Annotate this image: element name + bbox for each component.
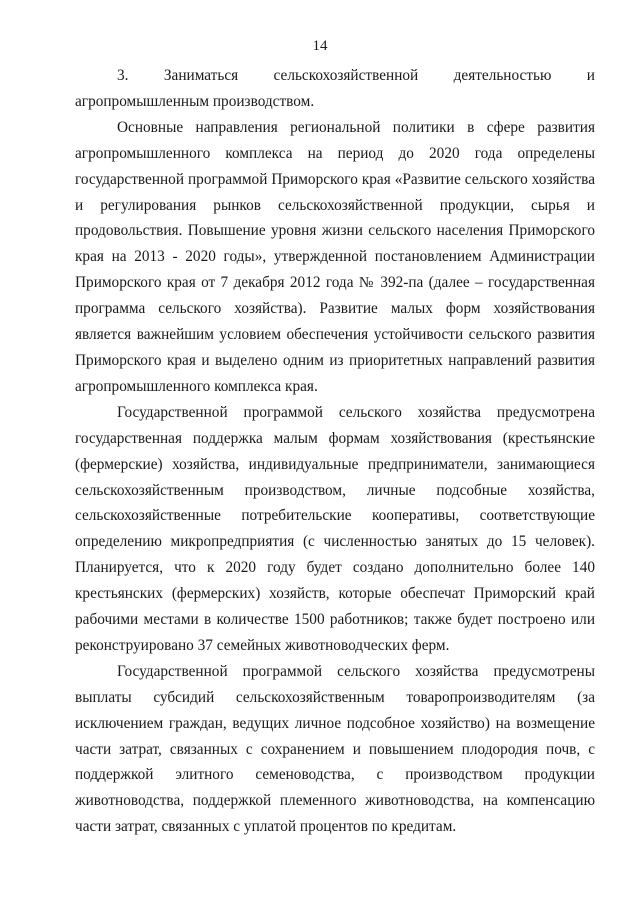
page-number: 14 [312, 38, 328, 54]
paragraph-subsidies: Государственной программой сельского хозяйства предусмотрены выплаты субсидий сельскохозяйственным товаропроизводителям (за исключением граждан, ведущих личное подсобное хозяйство) на возмещение части затрат, связанных с сохранением и повышением плодородия почв, с поддержкой элитного семеноводства, с производством продукции животноводства, поддержкой племенного животноводства, на компенсацию части затрат, связанных с уплатой процентов по кредитам. [75, 662, 595, 836]
document-body [75, 63, 595, 840]
paragraph-regional-policy: Основные направления региональной политики в сфере развития агропромышленного комплекса на период до 2020 года определены государственной программой Приморского края «Развитие сельского хозяйства и регулирования рынков сельскохозяйственной продукции, сырья и продовольствия. Повышение уровня жизни сельского населения Приморского края на 2013 - 2020 годы», утвержденной постановлением Администрации Приморского края от 7 декабря 2012 года № 392-па (далее – государственная программа сельского хозяйства). Развитие малых форм хозяйствования является важнейшим условием обеспечения устойчивости сельского развития Приморского края и выделено одним из приоритетных направлений развития агропромышленного комплекса края. [75, 118, 595, 395]
paragraph-state-support: Государственной программой сельского хозяйства предусмотрена государственная поддержка малым формам хозяйствования (крестьянские (фермерские) хозяйства, индивидуальные предприниматели, занимающиеся сельскохозяйственным производством, личные подсобные хозяйства, сельскохозяйственные потребительские кооперативы, соответствующие определению микропредприятия (с численностью занятых до 15 человек). Планируется, что к 2020 году будет создано дополнительно более 140 крестьянских (фермерских) хозяйств, которые обеспечат Приморский край рабочими местами в количестве 1500 работников; также будет построено или реконструировано 37 семейных животноводческих ферм. [75, 403, 595, 654]
paragraph-activity-item: 3. Заниматься сельскохозяйственной деятельностью и агропромышленным производством. [75, 67, 595, 110]
